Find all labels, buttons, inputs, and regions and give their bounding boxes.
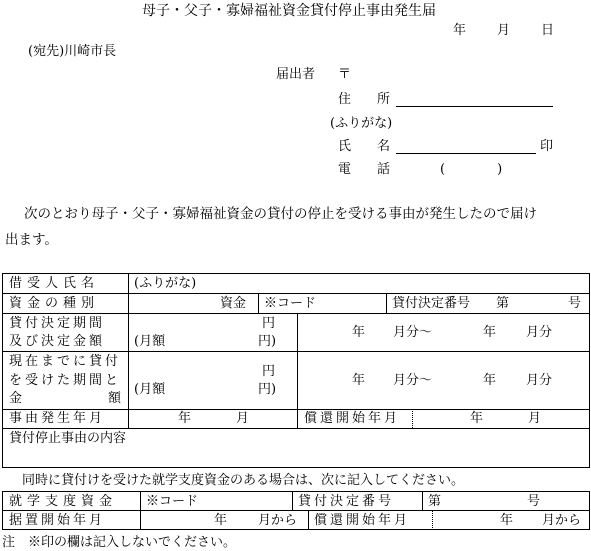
period2-label-line3b: 額 bbox=[108, 391, 122, 406]
period2-start-month: 月分〜 bbox=[393, 373, 433, 388]
grace-start-from: 月から bbox=[258, 513, 298, 528]
period1-end-year: 年 bbox=[483, 325, 497, 340]
period2-end-year: 年 bbox=[483, 373, 497, 388]
date-month: 月 bbox=[497, 23, 511, 38]
code-field: ※コード bbox=[264, 296, 317, 311]
study-repayment-year: 年 bbox=[500, 513, 514, 528]
period1-label-line2: 及び決定金額 bbox=[9, 334, 106, 349]
period2-label-line3a: 金 bbox=[9, 391, 23, 406]
furigana-label: (ふりがな) bbox=[330, 116, 393, 131]
address-line bbox=[396, 106, 553, 107]
grace-start-label: 据置開始年月 bbox=[9, 513, 106, 528]
repayment-start-month: 月 bbox=[528, 411, 542, 426]
repayment-start-year: 年 bbox=[470, 411, 484, 426]
applicant-label: 届出者 bbox=[276, 67, 316, 82]
decision-number-go: 号 bbox=[568, 296, 582, 311]
addressee: (宛先)川崎市長 bbox=[28, 44, 117, 59]
period2-label-line1: 現在までに貸付 bbox=[9, 354, 122, 369]
suspension-reason-label: 貸付停止事由の内容 bbox=[9, 431, 127, 446]
period1-yen: 円 bbox=[262, 316, 276, 331]
grace-start-year: 年 bbox=[214, 513, 228, 528]
study-repayment-label: 償還開始年月 bbox=[314, 513, 411, 528]
period1-label-line1: 貸付決定期間 bbox=[9, 316, 106, 331]
study-fund-go: 号 bbox=[527, 494, 541, 509]
postal-mark: 〒 bbox=[338, 67, 352, 82]
study-fund-label: 就学支度資金 bbox=[9, 494, 118, 509]
period2-end-month: 月分 bbox=[526, 373, 553, 388]
study-fund-code: ※コード bbox=[146, 494, 199, 509]
study-fund-note: 同時に貸付けを受けた就学支度資金のある場合は、次に記入してください。 bbox=[22, 473, 465, 488]
date-year: 年 bbox=[453, 23, 467, 38]
decision-number-label: 貸付決定番号 bbox=[392, 296, 471, 311]
period1-yen-close: 円) bbox=[258, 334, 277, 349]
document-title: 母子・父子・寡婦福祉資金貸付停止事由発生届 bbox=[142, 3, 436, 19]
event-date-month: 月 bbox=[236, 411, 250, 426]
event-date-year: 年 bbox=[178, 411, 192, 426]
study-fund-dai: 第 bbox=[428, 494, 442, 509]
study-fund-decision-label: 貸付決定番号 bbox=[298, 494, 395, 509]
borrower-furigana: (ふりがな) bbox=[134, 276, 197, 291]
event-date-label: 事由発生年月 bbox=[9, 411, 106, 426]
period2-label-line2: を受けた期間と bbox=[9, 373, 122, 388]
body-text-line1: 次のとおり母子・父子・寡婦福祉資金の貸付の停止を受ける事由が発生したので届け bbox=[24, 206, 537, 222]
period1-end-month: 月分 bbox=[526, 325, 553, 340]
body-text-line2: 出ます。 bbox=[5, 232, 58, 248]
fund-suffix: 資金 bbox=[220, 296, 247, 311]
phone-parentheses: ( ) bbox=[440, 162, 503, 177]
period1-start-year: 年 bbox=[352, 325, 366, 340]
footnote: 注 ※印の欄は記入しないでください。 bbox=[2, 535, 237, 550]
period2-yen-close: 円) bbox=[258, 382, 277, 397]
date-day: 日 bbox=[541, 23, 555, 38]
name-label: 氏 名 bbox=[338, 139, 391, 154]
repayment-start-label: 償還開始年月 bbox=[304, 411, 401, 426]
period2-yen: 円 bbox=[262, 364, 276, 379]
period2-start-year: 年 bbox=[352, 373, 366, 388]
period2-monthly: (月額 bbox=[134, 382, 166, 397]
address-label: 住 所 bbox=[338, 92, 391, 107]
fund-type-label: 資金の種別 bbox=[9, 296, 100, 311]
decision-number-dai: 第 bbox=[496, 296, 510, 311]
name-line bbox=[396, 153, 536, 154]
borrower-name-label: 借受人氏名 bbox=[9, 276, 100, 291]
period1-start-month: 月分〜 bbox=[393, 325, 433, 340]
phone-label: 電 話 bbox=[338, 162, 391, 177]
period1-monthly: (月額 bbox=[134, 334, 166, 349]
study-repayment-from: 月から bbox=[542, 513, 582, 528]
seal-mark: 印 bbox=[540, 139, 554, 154]
